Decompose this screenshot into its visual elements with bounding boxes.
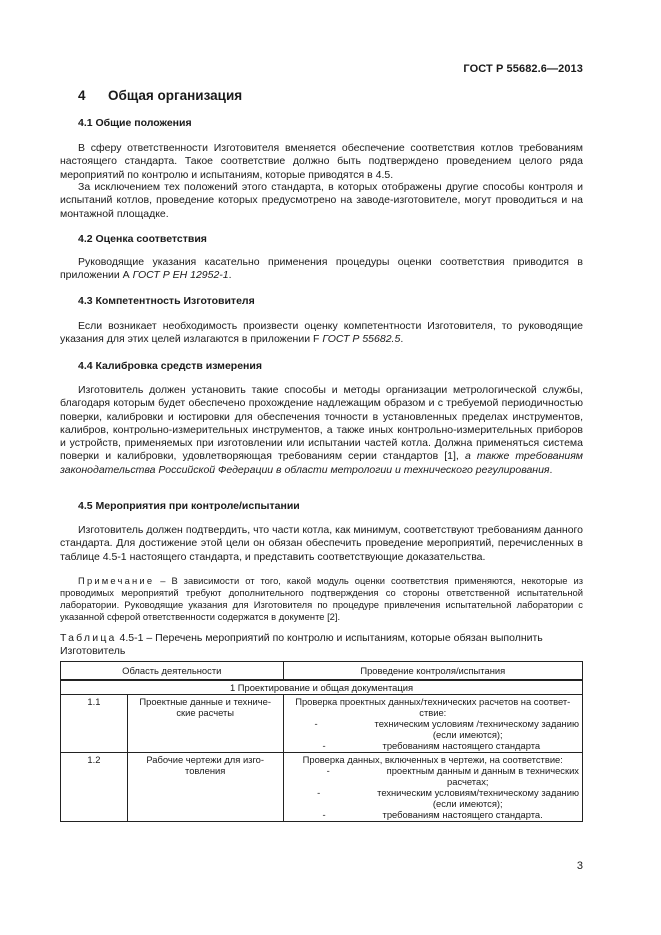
paragraph-4-1-b: За исключением тех положений этого стандарта, в которых отображены другие способы контроля и испытаний котлов, проведение которых предусмотрено на заводе-изготовителе, могут проводиться и на монтажной площадке. [60, 181, 583, 220]
control-intro: Проверка проектных данных/технических расчетов на соответ- [295, 696, 571, 707]
paragraph-4-4 [60, 384, 583, 477]
row-control [283, 753, 582, 822]
note [60, 575, 583, 623]
control-item-text: проектным данным и данным в технических [386, 765, 579, 776]
standard-reference: ГОСТ Р 55682.5 [322, 333, 401, 346]
page-number: 3 [576, 860, 583, 872]
subsection-4-3-heading: 4.3 Компетентность Изготовителя [78, 295, 255, 307]
section-number: 4 [78, 88, 86, 103]
table-caption [60, 632, 583, 658]
note-label: Примечание [78, 575, 155, 586]
table-section-title: 1 Проектирование и общая документация [61, 680, 583, 695]
paragraph-text-end: . [549, 463, 553, 476]
area-line: Проектные данные и техниче- [139, 696, 271, 707]
control-item-text: расчетах; [447, 776, 489, 787]
table-caption-text: 4.5-1 – Перечень мероприятий по контролю и испытаниям, которые обязан выполнить Изготовитель [60, 632, 543, 657]
control-item-text: (если имеются); [432, 729, 503, 740]
row-control [283, 695, 582, 753]
row-area [127, 695, 283, 753]
area-line: Рабочие чертежи для изго- [146, 754, 265, 765]
control-item [287, 718, 579, 729]
control-item-text: (если имеются); [432, 798, 503, 809]
paragraph-4-3 [60, 320, 583, 347]
dash-marker: - [326, 765, 330, 776]
control-intro: Проверка данных, включенных в чертежи, на соответствие: [302, 754, 563, 765]
control-item-text: техническим условиям /техническому заданию [374, 718, 579, 729]
table-row [61, 695, 583, 753]
row-area [127, 753, 283, 822]
control-item [287, 809, 579, 820]
standard-reference: ГОСТ Р ЕН 12952-1 [132, 269, 229, 282]
control-item-text: требованиям настоящего стандарта [382, 740, 541, 751]
column-header-area: Область деятельности [61, 662, 284, 681]
subsection-4-2-heading: 4.2 Оценка соответствия [78, 233, 207, 245]
dash-marker: - [314, 718, 318, 729]
paragraph-4-2 [60, 256, 583, 283]
section-4-heading [78, 88, 242, 103]
control-item-text: техническим условиям/техническому заданию [377, 787, 579, 798]
note-text: – В зависимости от того, какой модуль оценки соответствия применяются, некоторые из проводимых мероприятий требуют дополнительного подтверждения со стороны ответственной испытательной лаборатории. Руководящие указания для Изготовителя по процедуре привлечения испытательной лаборатории с указанной сферой ответственности содержатся в документе [2]. [60, 575, 583, 622]
paragraph-4-5: Изготовитель должен подтвердить, что части котла, как минимум, соответствуют требованиям данного стандарта. Для достижение этой цели он обязан обеспечить проведение мероприятий, перечисленных в таблице 4.5-1 настоящего стандарта, и представить соответствующие доказательства. [60, 524, 583, 563]
subsection-4-5-heading: 4.5 Мероприятия при контроле/испытании [78, 500, 300, 512]
control-item [287, 740, 579, 751]
paragraph-text: Руководящие указания касательно применения процедуры оценки соответствия приводится в приложении А [60, 256, 583, 282]
subsection-4-1-heading: 4.1 Общие положения [78, 117, 192, 129]
dash-marker: - [322, 809, 326, 820]
row-number: 1.2 [61, 753, 128, 822]
table-row [61, 753, 583, 822]
document-id-header: ГОСТ Р 55682.6—2013 [463, 63, 583, 75]
section-title: Общая организация [108, 88, 243, 103]
inspection-table [60, 661, 583, 822]
dash-marker: - [317, 787, 321, 798]
paragraph-4-1-a: В сферу ответственности Изготовителя вменяется обеспечение соответствия котлов требованиям настоящего стандарта. Такое соответствие должно быть подтверждено проведением целого ряда мероприятий по контролю и испытаниям, которые приводятся в 4.5. [60, 142, 583, 181]
control-intro: ствие: [419, 707, 447, 718]
control-item [287, 787, 579, 798]
paragraph-text: Если возникает необходимость произвести оценку компетентности Изготовителя, то руководящие указания для этих целей излагаются в приложении F [60, 320, 583, 346]
dash-marker: - [322, 740, 326, 751]
control-item-text: требованиям настоящего стандарта. [382, 809, 543, 820]
row-number: 1.1 [61, 695, 128, 753]
area-line: товления [185, 765, 226, 776]
column-header-control: Проведение контроля/испытания [283, 662, 582, 681]
control-item [287, 765, 579, 776]
area-line: ские расчеты [176, 707, 235, 718]
paragraph-text-end: . [400, 333, 404, 346]
table-caption-label: Таблица [60, 632, 117, 644]
legislation-reference: а также требованиям законодательства Российской Федерации в области метрологии и технического регулирования [60, 450, 583, 476]
paragraph-text: Изготовитель должен установить такие способы и методы организации метрологической службы, благодаря которым будет обеспечено прохождение надлежащим образом и с требуемой периодичностью поверки, калибровки и юстировки для обеспечения точности в установленных пределах инструментов, калибров, контрольно-измерительных инструментов, а также иных контрольно-измерительных приборов и устройств, применяемых при изготовлении или испытании частей котла. Должна применяться система поверки и калибровки, удовлетворяющая требованиям серии стандартов [1], [60, 384, 583, 463]
subsection-4-4-heading: 4.4 Калибровка средств измерения [78, 360, 262, 372]
paragraph-text-end: . [228, 269, 232, 282]
